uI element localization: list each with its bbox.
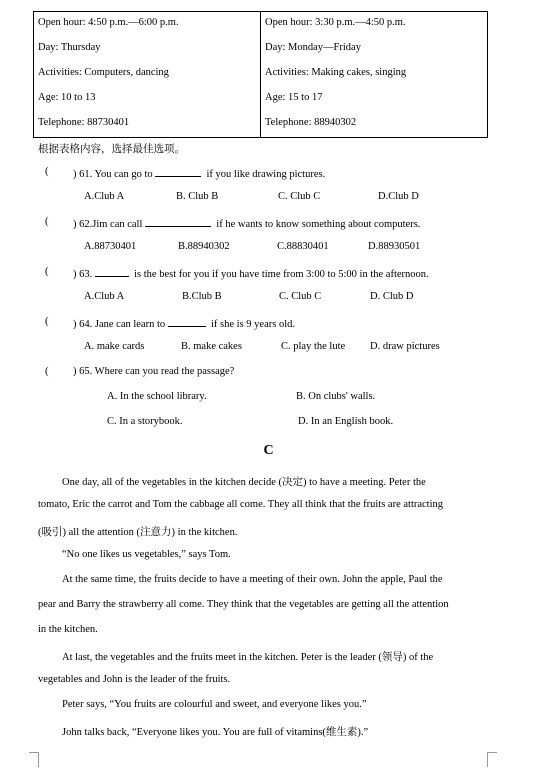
q62-option-b[interactable]: B.88940302	[178, 241, 230, 252]
passage-line: At last, the vegetables and the fruits meet in the kitchen. Peter is the leader (领导) of the	[62, 652, 434, 663]
q63-option-a[interactable]: A.Club A	[84, 291, 125, 302]
q64-text-before: 64. Jane can learn to	[79, 319, 166, 330]
passage-line: One day, all of the vegetables in the kitchen decide (决定) to have a meeting. Peter the	[62, 477, 426, 488]
q62-option-c[interactable]: C.88830401	[277, 241, 329, 252]
q63-option-b[interactable]: B.Club B	[182, 291, 222, 302]
club-b-activities: Activities: Making cakes, singing	[265, 67, 407, 78]
q63-option-d[interactable]: D. Club D	[370, 291, 414, 302]
passage-line: At the same time, the fruits decide to have a meeting of their own. John the apple, Paul the	[62, 574, 443, 585]
q64-option-c[interactable]: C. play the lute	[281, 341, 346, 352]
q61-option-a[interactable]: A.Club A	[84, 191, 125, 202]
q61-answer-blank[interactable]	[155, 166, 201, 177]
q62-option-d[interactable]: D.88930501	[368, 241, 421, 252]
q62-answer-blank[interactable]	[145, 216, 211, 227]
passage-line: tomato, Eric the carrot and Tom the cabbage all come. They all think that the fruits are attracting	[38, 499, 444, 510]
club-a-age: Age: 10 to 13	[38, 92, 96, 103]
passage-line: John talks back, “Everyone likes you. You are full of vitamins(维生素).”	[62, 727, 369, 738]
q63-open-paren: (	[45, 266, 49, 277]
q65-stem	[73, 366, 234, 377]
club-a-cell	[34, 12, 261, 138]
q61-text-before: 61. You can go to	[79, 169, 153, 180]
q64-stem	[73, 316, 295, 330]
q64-answer-blank[interactable]	[168, 316, 206, 327]
q65-open-paren: (	[45, 366, 49, 377]
q64-close-paren: )	[73, 319, 77, 330]
q65-close-paren: )	[73, 366, 77, 377]
club-b-telephone: Telephone: 88940302	[265, 117, 357, 128]
club-info-table	[33, 11, 488, 138]
q62-close-paren: )	[73, 219, 77, 230]
passage-line: vegetables and John is the leader of the fruits.	[38, 674, 231, 685]
q63-stem	[73, 266, 429, 280]
passage-line: in the kitchen.	[38, 624, 98, 635]
q61-option-b[interactable]: B. Club B	[176, 191, 219, 202]
q62-open-paren: (	[45, 216, 49, 227]
passage-line: “No one likes us vegetables,” says Tom.	[62, 549, 231, 560]
q62-text-before: 62.Jim can call	[79, 219, 143, 230]
club-b-day: Day: Monday—Friday	[265, 42, 361, 53]
club-b-cell	[261, 12, 488, 138]
q62-text-after: if he wants to know something about computers.	[216, 219, 421, 230]
club-a-telephone: Telephone: 88730401	[38, 117, 130, 128]
q63-answer-blank[interactable]	[95, 266, 129, 277]
q65-option-a[interactable]: A. In the school library.	[107, 391, 207, 402]
q63-text-after: is the best for you if you have time from 3:00 to 5:00 in the afternoon.	[134, 269, 429, 280]
q62-option-a[interactable]: A.88730401	[84, 241, 137, 252]
q63-text-before: 63.	[79, 269, 93, 280]
passage-line: Peter says, “You fruits are colourful and sweet, and everyone likes you.”	[62, 699, 367, 710]
q61-option-d[interactable]: D.Club D	[378, 191, 419, 202]
q61-open-paren: (	[45, 166, 49, 177]
club-a-activities: Activities: Computers, dancing	[38, 67, 169, 78]
club-b-open-hour: Open hour: 3:30 p.m.—4:50 p.m.	[265, 17, 406, 28]
q64-text-after: if she is 9 years old.	[211, 319, 296, 330]
section-heading: C	[263, 443, 274, 458]
q61-text-after: if you like drawing pictures.	[206, 169, 326, 180]
club-a-day: Day: Thursday	[38, 42, 101, 53]
q61-stem	[73, 166, 325, 180]
club-a-open-hour: Open hour: 4:50 p.m.—6:00 p.m.	[38, 17, 179, 28]
q64-option-a[interactable]: A. make cards	[84, 341, 145, 352]
q65-option-c[interactable]: C. In a storybook.	[107, 416, 183, 427]
q63-option-c[interactable]: C. Club C	[279, 291, 322, 302]
q63-close-paren: )	[73, 269, 77, 280]
page-corner-mark	[29, 752, 39, 767]
q65-option-b[interactable]: B. On clubs' walls.	[296, 391, 376, 402]
passage-line: (吸引) all the attention (注意力) in the kitchen.	[38, 527, 238, 538]
q65-text-before: 65. Where can you read the passage?	[79, 366, 235, 377]
q64-option-d[interactable]: D. draw pictures	[370, 341, 440, 352]
passage-line: pear and Barry the strawberry all come. They think that the vegetables are getting all the attention	[38, 599, 449, 610]
q62-stem	[73, 216, 420, 230]
q61-option-c[interactable]: C. Club C	[278, 191, 321, 202]
club-b-age: Age: 15 to 17	[265, 92, 323, 103]
q64-option-b[interactable]: B. make cakes	[181, 341, 242, 352]
q65-option-d[interactable]: D. In an English book.	[298, 416, 394, 427]
instruction: 根据表格内容，选择最佳选项。	[38, 144, 185, 155]
q61-close-paren: )	[73, 169, 77, 180]
q64-open-paren: (	[45, 316, 49, 327]
page-corner-mark	[487, 752, 497, 767]
